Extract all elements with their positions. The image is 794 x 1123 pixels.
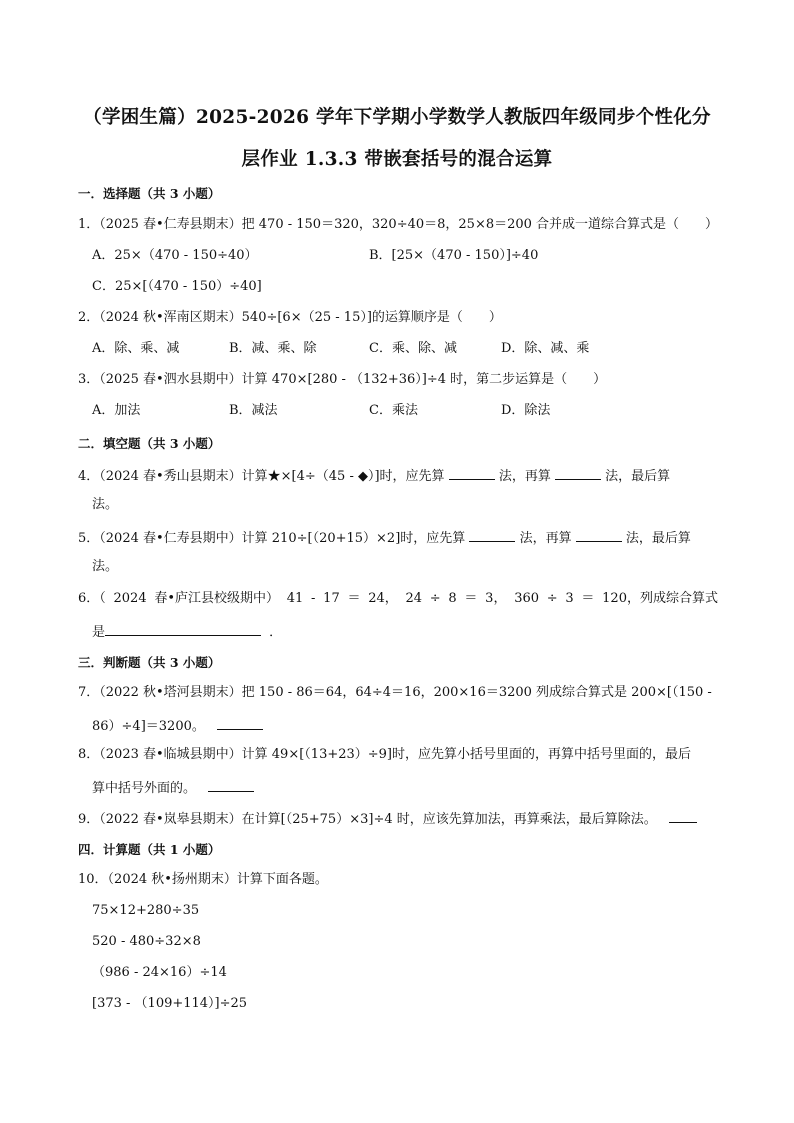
question-5-blank-2[interactable] — [576, 527, 622, 542]
document-title-line-2: 层作业 1.3.3 带嵌套括号的混合运算 — [241, 149, 553, 170]
question-4-blank-1[interactable] — [449, 465, 495, 480]
question-1-option-a: A．25×（470 - 150÷40） — [92, 248, 258, 263]
question-10-stem: 10．（2024 秋•扬州期末）计算下面各题。 — [78, 872, 328, 887]
question-9-blank[interactable] — [669, 808, 697, 823]
question-4-text-b: 法，再算 — [498, 469, 551, 484]
question-6-word: ＝ — [464, 591, 478, 606]
question-3-option-c: C．乘法 — [369, 403, 418, 418]
question-3-option-b: B．减法 — [229, 403, 278, 418]
question-6-word: 3， — [485, 591, 507, 606]
question-6-word: 8 — [448, 591, 457, 606]
question-4-blank-2[interactable] — [555, 465, 601, 480]
question-7-line-1: 7．（2022 秋•塔河县期末）把 150 - 86＝64，64÷4＝16，200×16＝3200 列成综合算式是 200×[（150 - — [78, 685, 712, 700]
question-5-text-c: 法，最后算 — [625, 531, 691, 546]
question-6-word: - — [311, 591, 316, 606]
question-6-word: ＝ — [581, 591, 595, 606]
question-6-word: 120，列成综合算式 — [602, 591, 718, 606]
section-heading-fill: 二．填空题（共 3 小题） — [78, 436, 221, 451]
question-5-line-2: 法。 — [92, 559, 119, 574]
question-6-line-1 — [78, 590, 718, 608]
question-10-item-3: （986 - 24×16）÷14 — [92, 965, 227, 980]
question-2-option-b: B．减、乘、除 — [229, 341, 317, 356]
question-6-text-b: 是 — [92, 625, 106, 640]
question-6-word: 17 — [323, 591, 340, 606]
question-6-text-c: ． — [269, 625, 283, 640]
question-10-item-1: 75×12+280÷35 — [92, 903, 200, 918]
question-6-word: 春•庐江县校级期中） — [154, 591, 280, 606]
section-heading-choice: 一．选择题（共 3 小题） — [78, 186, 221, 201]
question-4-line-2: 法。 — [92, 497, 119, 512]
question-6-word: 2024 — [113, 591, 147, 606]
question-6-word: 360 — [514, 591, 540, 606]
question-10-item-2: 520 - 480÷32×8 — [92, 934, 201, 949]
question-3-option-a: A．加法 — [92, 403, 141, 418]
question-7-text-b: 86）÷4]＝3200。 — [92, 719, 205, 734]
question-5-line-1 — [78, 527, 691, 548]
question-7-blank[interactable] — [217, 715, 263, 730]
question-1-option-c: C．25×[（470 - 150）÷40] — [92, 279, 262, 294]
question-4-line-1 — [78, 465, 670, 486]
question-2-stem: 2．（2024 秋•浑南区期末）540÷[6×（25 - 15）]的运算顺序是（ ） — [78, 310, 502, 325]
question-2-option-a: A．除、乘、减 — [92, 341, 180, 356]
question-8-blank[interactable] — [208, 777, 254, 792]
question-6-word: 24 — [405, 591, 423, 606]
question-6-word: 6．（ — [78, 591, 106, 606]
question-9-line-1 — [78, 808, 697, 829]
question-6-word: 24， — [368, 591, 398, 606]
question-6-word: ÷ — [429, 591, 441, 606]
question-3-stem: 3．（2025 春•泗水县期中）计算 470×[280 - （132+36）]÷4 时，第二步运算是（ ） — [78, 372, 607, 387]
question-6-word: ＝ — [347, 591, 361, 606]
question-6-word: 3 — [565, 591, 574, 606]
document-title-line-1: （学困生篇）2025-2026 学年下学期小学数学人教版四年级同步个性化分 — [83, 107, 711, 128]
question-6-word: ÷ — [546, 591, 558, 606]
question-5-text-b: 法，再算 — [519, 531, 572, 546]
question-2-option-c: C．乘、除、减 — [369, 341, 457, 356]
section-heading-calc: 四．计算题（共 1 小题） — [78, 842, 221, 857]
question-10-item-4: [373 - （109+114）]÷25 — [92, 996, 248, 1011]
question-6-word: 41 — [286, 591, 304, 606]
question-6-blank[interactable] — [105, 621, 261, 636]
question-4-text-c: 法，最后算 — [605, 469, 671, 484]
question-5-text-a: 5．（2024 春•仁寿县期中）计算 210÷[（20+15）×2]时，应先算 — [78, 531, 466, 546]
question-8-line-2 — [92, 777, 254, 798]
question-7-line-2 — [92, 715, 263, 736]
question-4-text-a: 4．（2024 春•秀山县期末）计算★×[4÷（45 - ◆）]时，应先算 — [78, 469, 445, 484]
question-3-option-d: D．除法 — [501, 403, 551, 418]
section-heading-judge: 三．判断题（共 3 小题） — [78, 655, 221, 670]
question-2-option-d: D．除、减、乘 — [501, 341, 590, 356]
question-1-stem: 1．（2025 春•仁寿县期末）把 470 - 150＝320，320÷40＝8，25×8＝200 合并成一道综合算式是（ ） — [78, 217, 719, 232]
question-8-text-b: 算中括号外面的。 — [92, 781, 197, 796]
question-6-line-2 — [92, 621, 282, 642]
question-1-option-b: B．[25×（470 - 150）]÷40 — [369, 248, 539, 263]
question-8-line-1: 8．（2023 春•临城县期中）计算 49×[（13+23）÷9]时，应先算小括号里面的，再算中括号里面的，最后 — [78, 747, 692, 762]
question-5-blank-1[interactable] — [469, 527, 515, 542]
question-9-text: 9．（2022 春•岚皋县期末）在计算[（25+75）×3]÷4 时，应该先算加法，再算乘法，最后算除法。 — [78, 812, 657, 827]
